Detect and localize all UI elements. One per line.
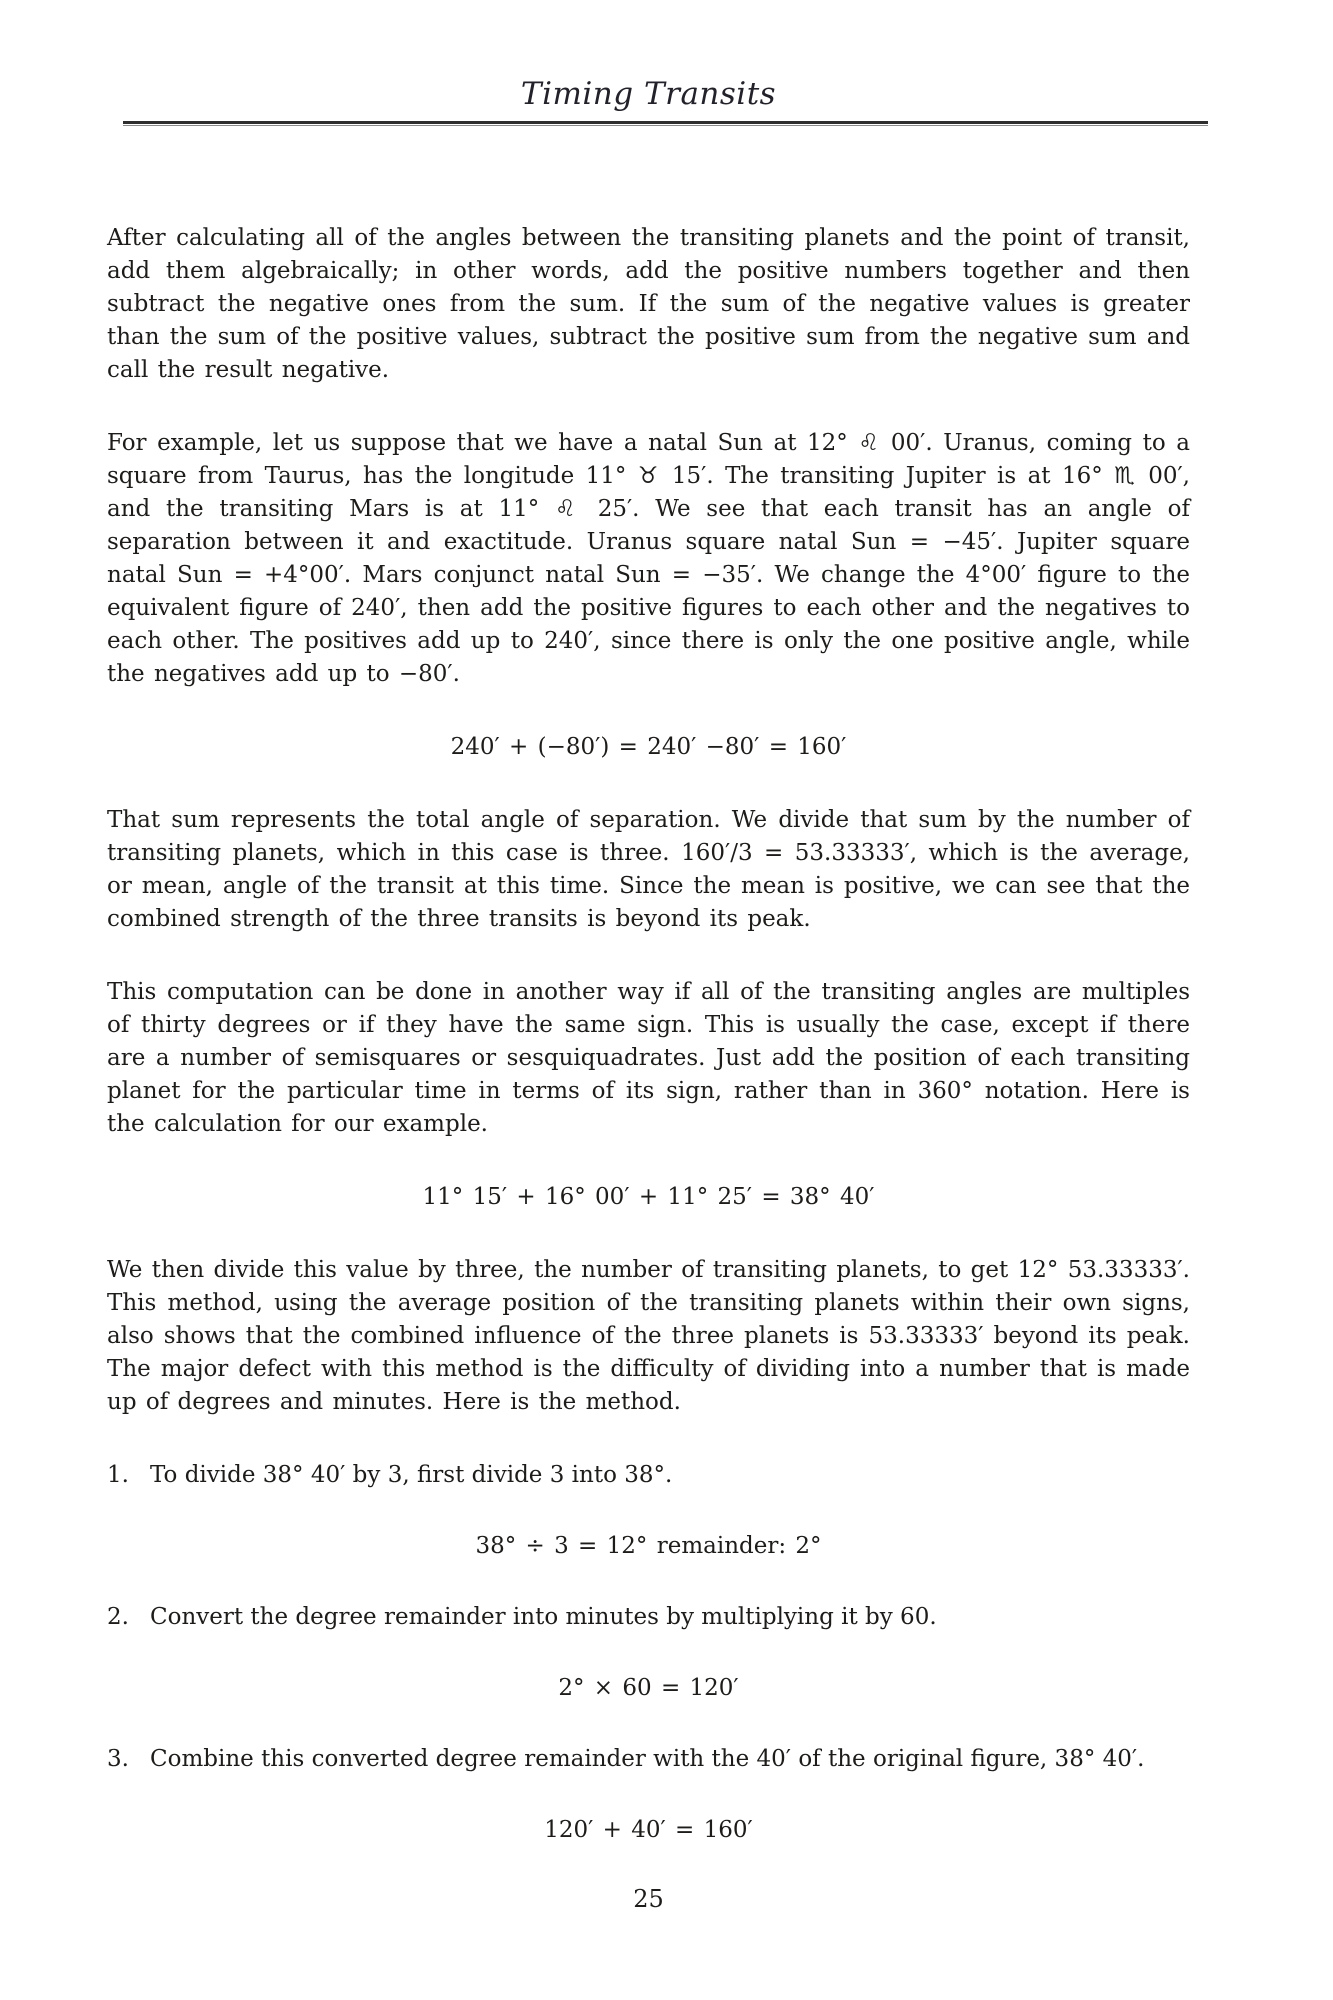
list-item-number: 3. xyxy=(107,1746,129,1772)
list-item-text: Convert the degree remainder into minutes by multiplying it by 60. xyxy=(150,1604,937,1630)
paragraph-mean-angle: That sum represents the total angle of separation. We divide that sum by the number of transiting planets, which in this case is three. 160′/3 = 53.33333′, which is the average, or mean, angle of the transit at this time. Since the mean is positive, we can see that the combined strength of the three transits is beyond its peak. xyxy=(107,807,1190,932)
equation-total-separation: 240′ + (−80′) = 240′ −80′ = 160′ xyxy=(450,734,847,760)
step-1-row xyxy=(107,1459,1190,1492)
list-item-number: 1. xyxy=(107,1462,129,1488)
page-header xyxy=(107,76,1190,126)
paragraph-example-positions: For example, let us suppose that we have a natal Sun at 12° ♌ 00′. Uranus, coming to a square from Taurus, has the longitude 11° ♉ 15′. The transiting Jupiter is at 16° ♏ 00′, and the transiting Mars is at 11° ♌ 25′. We see that each transit has an angle of separation between it and exactitude. Uranus square natal Sun = −45′. Jupiter square natal Sun = +4°00′. Mars conjunct natal Sun = −35′. We change the 4°00′ figure to the equivalent figure of 240′, then add the positive figures to each other and the negatives to each other. The positives add up to 240′, since there is only the one positive angle, while the negatives add up to −80′. xyxy=(107,430,1190,687)
page-body xyxy=(107,222,1190,1847)
page-footer xyxy=(107,1885,1190,1913)
list-item-step-1 xyxy=(107,1459,1190,1563)
equation-sign-sum: 11° 15′ + 16° 00′ + 11° 25′ = 38° 40′ xyxy=(422,1184,875,1210)
paragraph-alternate-method: This computation can be done in another way if all of the transiting angles are multiples of thirty degrees or if they have the same sign. This is usually the case, except if there are a number of semisquares or sesquiquadrates. Just add the position of each transiting planet for the particular time in terms of its sign, rather than in 360° notation. Here is the calculation for our example. xyxy=(107,979,1190,1137)
list-item-step-2 xyxy=(107,1601,1190,1705)
page-number: 25 xyxy=(633,1885,664,1913)
paragraph-algebraic-sum: After calculating all of the angles between the transiting planets and the point of transit, add them algebraically; in other words, add the positive numbers together and then subtract the negative ones from the sum. If the sum of the negative values is greater than the sum of the positive values, subtract the positive sum from the negative sum and call the result negative. xyxy=(107,225,1190,383)
list-item-step-3 xyxy=(107,1743,1190,1847)
list-item-text: To divide 38° 40′ by 3, first divide 3 into 38°. xyxy=(150,1462,673,1488)
equation-step-2: 2° × 60 = 120′ xyxy=(558,1675,739,1701)
header-divider xyxy=(123,121,1208,126)
page-title: Timing Transits xyxy=(520,76,777,112)
paragraph-divide-by-three: We then divide this value by three, the number of transiting planets, to get 12° 53.33333′. This method, using the average position of the transiting planets within their own signs, also shows that the combined influence of the three planets is 53.33333′ beyond its peak. The major defect with this method is the difficulty of dividing into a number that is made up of degrees and minutes. Here is the method. xyxy=(107,1257,1190,1415)
step-3-row xyxy=(107,1743,1190,1776)
equation-step-3: 120′ + 40′ = 160′ xyxy=(544,1817,753,1843)
method-steps-list xyxy=(107,1459,1190,1847)
equation-step-1: 38° ÷ 3 = 12° remainder: 2° xyxy=(475,1533,822,1559)
list-item-text: Combine this converted degree remainder with the 40′ of the original figure, 38° 40′. xyxy=(150,1746,1145,1772)
list-item-number: 2. xyxy=(107,1604,129,1630)
step-2-row xyxy=(107,1601,1190,1634)
